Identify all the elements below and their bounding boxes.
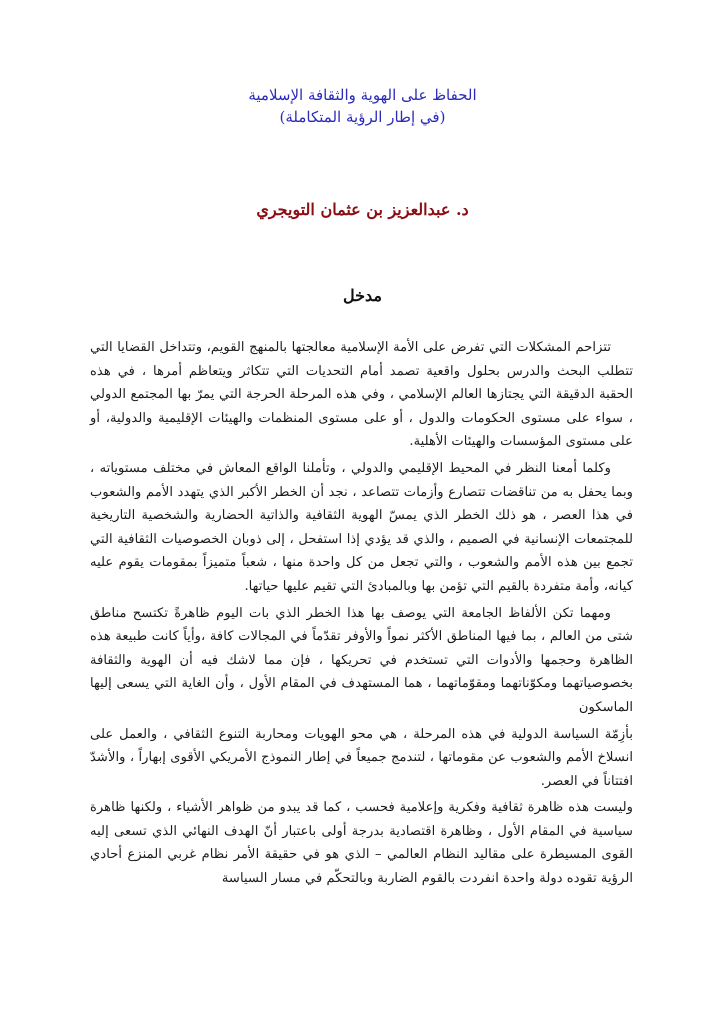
document-title [0, 84, 725, 128]
paragraph: بأزِمّة السياسة الدولية في هذه المرحلة ، هي محو الهويات ومحاربة التنوع الثقافي ، والعمل على انسلاخ الأمم والشعوب عن مقوماتها ، لتندمج جميعاً في إطار النموذج الأمريكي الأقوى إبهاراً ، والأشدّ افتتاناً في العصر. [90, 726, 633, 789]
title-line-2: (في إطار الرؤية المتكاملة) [279, 108, 446, 126]
body-text [90, 336, 633, 894]
paragraph: وليست هذه ظاهرة ثقافية وفكرية وإعلامية فحسب ، كما قد يبدو من ظواهر الأشياء ، ولكنها ظاهرة سياسية في المقام الأول ، وظاهرة اقتصادية بدرجة أولى باعتبار أنّ الهدف النهائي الذي تسعى إليه القوى المسيطرة على مقاليد النظام العالمي – الذي هو في حقيقة الأمر نظام غربي المنزع أحادي الرؤية تقوده دولة واحدة انفردت بالقوم الضاربة وبالتحكّم في مسار السياسة [90, 800, 633, 887]
paragraph: ومهما تكن الألفاظ الجامعة التي يوصف بها هذا الخطر الذي بات اليوم ظاهرةً تكتسح مناطق شتى من العالم ، بما فيها المناطق الأكثر نمواً والأوفر تقدّماً في المجالات كافة ،وأياً كانت طبيعة هذه الظاهرة وحجمها والأدوات التي تستخدم في تحريكها ، فإن مما لاشك فيه أن الهوية والثقافة بخصوصياتهما ومكوّناتهما ومقوّماتهما ، هما المستهدف في المقام الأول ، وأن الغاية التي يسعى إليها الماسكون [90, 605, 633, 715]
paragraph: تتزاحم المشكلات التي تفرض على الأمة الإسلامية معالجتها بالمنهج القويم، وتتداخل القضايا التي تتطلب البحث والدرس بحلول واقعية تصمد أمام التحديات التي تتكاثر ويتعاظم أمرها ، في هذه الحقبة الدقيقة التي يجتازها العالم الإسلامي ، وفي هذه المرحلة الحرجة التي يمرّ بها المجتمع الدولي ، سواء على مستوى الحكومات والدول ، أو على مستوى المنظمات والهيئات الإقليمية والدولية، أو على مستوى المؤسسات والهيئات الأهلية. [90, 340, 633, 450]
title-line-1: الحفاظ على الهوية والثقافة الإسلامية [248, 86, 477, 104]
paragraph: وكلما أمعنا النظر في المحيط الإقليمي والدولي ، وتأملنا الواقع المعاش في مختلف مستوياته ، وبما يحفل به من تناقضات تتصارع وأزمات تتصاعد ، نجد أن الخطر الأكبر الذي يتهدد الأمم والشعوب في هذا العصر ، هو ذلك الخطر الذي يمسّ الهوية الثقافية والذاتية الحضارية والشخصية التاريخية للمجتمعات الإنسانية في الصميم ، والذي قد يؤدي إذا استفحل ، إلى ذوبان الخصوصيات الثقافية التي تجمع بين هذه الأمم والشعوب ، والتي تجعل من كل واحدة منها ، شعباً متميزاً بمقومات يقوم عليه كيانه، وأمة متفردة بالقيم التي تؤمن بها وبالمبادئ التي تقيم عليها حياتها. [90, 460, 633, 594]
section-heading: مدخل [343, 286, 382, 305]
author-name: د. عبدالعزيز بن عثمان التويجري [256, 200, 469, 219]
